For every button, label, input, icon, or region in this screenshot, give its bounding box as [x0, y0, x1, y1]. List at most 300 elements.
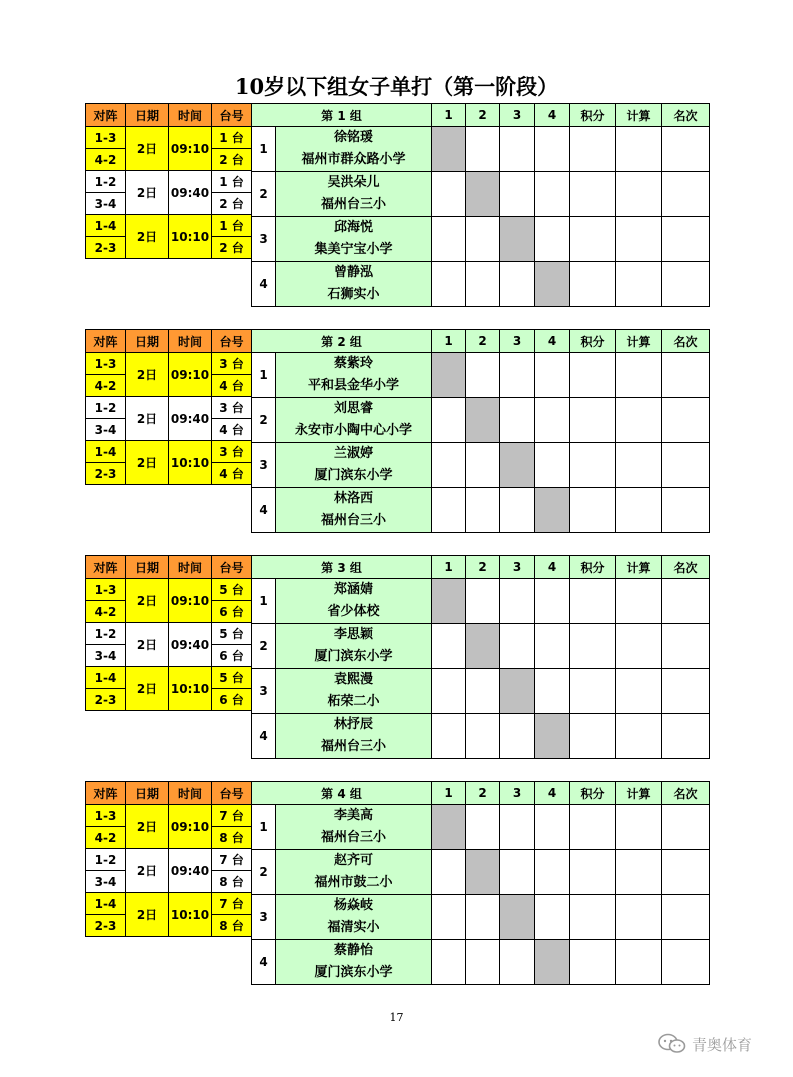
score-cell [661, 487, 710, 533]
player-cell [275, 216, 432, 262]
self-match-cell [465, 397, 500, 443]
player-school: 集美宁宝小学 [314, 242, 393, 257]
self-match-cell [431, 352, 466, 398]
player-seed: 2 [251, 397, 276, 443]
self-match-cell [431, 126, 466, 172]
header-score-col: 积分 [569, 781, 616, 805]
header-time: 时间 [168, 103, 212, 127]
header-score-col: 积分 [569, 103, 616, 127]
header-time: 时间 [168, 555, 212, 579]
score-cell [615, 894, 662, 940]
time-cell: 10:10 [168, 892, 212, 937]
score-cell [431, 713, 466, 759]
page-title: 10岁以下组女子单打（第一阶段） [234, 74, 559, 99]
score-cell [569, 713, 616, 759]
self-match-cell [534, 713, 570, 759]
header-date: 日期 [125, 329, 169, 353]
header-score-col: 计算 [615, 329, 662, 353]
score-cell [534, 668, 570, 714]
score-cell [615, 126, 662, 172]
time-cell: 09:40 [168, 396, 212, 441]
header-score-col: 名次 [661, 555, 710, 579]
header-time: 时间 [168, 329, 212, 353]
self-match-cell [431, 578, 466, 624]
player-school: 柘荣二小 [327, 694, 380, 709]
header-score-col: 2 [465, 103, 500, 127]
table-number-cell: 3 台 [211, 396, 252, 419]
header-score-col: 计算 [615, 103, 662, 127]
score-cell [615, 713, 662, 759]
player-school: 福州市鼓二小 [314, 875, 393, 890]
score-cell [661, 894, 710, 940]
player-name: 林洛西 [333, 491, 373, 506]
player-school: 福州台三小 [320, 513, 386, 528]
wechat-bubble-icon [658, 1033, 686, 1055]
self-match-cell [499, 442, 535, 488]
table-number-cell: 1 台 [211, 170, 252, 193]
score-cell [661, 442, 710, 488]
player-seed: 4 [251, 713, 276, 759]
player-name: 吴洪朵儿 [327, 175, 380, 190]
score-cell [465, 939, 500, 985]
score-cell [431, 487, 466, 533]
player-school: 省少体校 [327, 604, 380, 619]
date-cell: 2日 [125, 214, 169, 259]
player-name: 袁熙漫 [333, 672, 373, 687]
player-name: 赵齐可 [333, 853, 373, 868]
time-cell: 09:10 [168, 578, 212, 623]
header-score-col: 3 [499, 103, 535, 127]
matchup-cell: 3-4 [85, 192, 126, 215]
player-school: 福州市群众路小学 [301, 152, 406, 167]
player-school: 厦门滨东小学 [314, 965, 393, 980]
header-matchup: 对阵 [85, 103, 126, 127]
score-cell [569, 126, 616, 172]
score-cell [431, 939, 466, 985]
matchup-cell: 2-3 [85, 462, 126, 485]
header-score-col: 2 [465, 781, 500, 805]
player-cell [275, 397, 432, 443]
score-cell [661, 849, 710, 895]
score-cell [465, 804, 500, 850]
header-score-col: 1 [431, 555, 466, 579]
header-score-col: 1 [431, 781, 466, 805]
score-cell [431, 623, 466, 669]
player-name: 李思颖 [333, 627, 373, 642]
matchup-cell: 4-2 [85, 600, 126, 623]
table-number-cell: 5 台 [211, 578, 252, 601]
score-cell [499, 171, 535, 217]
table-number-cell: 4 台 [211, 418, 252, 441]
self-match-cell [534, 261, 570, 307]
header-table: 台号 [211, 103, 252, 127]
header-matchup: 对阵 [85, 329, 126, 353]
player-cell [275, 849, 432, 895]
score-cell [569, 487, 616, 533]
date-cell: 2日 [125, 126, 169, 171]
score-cell [615, 261, 662, 307]
matchup-cell: 1-2 [85, 848, 126, 871]
header-score-col: 4 [534, 555, 570, 579]
score-cell [569, 804, 616, 850]
matchup-cell: 3-4 [85, 418, 126, 441]
score-cell [661, 126, 710, 172]
score-cell [615, 352, 662, 398]
header-score-col: 1 [431, 103, 466, 127]
player-cell [275, 713, 432, 759]
time-cell: 09:10 [168, 804, 212, 849]
player-cell [275, 668, 432, 714]
player-school: 福州台三小 [320, 830, 386, 845]
self-match-cell [534, 939, 570, 985]
matchup-cell: 1-4 [85, 440, 126, 463]
watermark-text: 青奥体育 [692, 1035, 753, 1054]
self-match-cell [465, 171, 500, 217]
self-match-cell [465, 849, 500, 895]
header-score-col: 2 [465, 555, 500, 579]
score-cell [431, 894, 466, 940]
matchup-cell: 1-4 [85, 666, 126, 689]
score-cell [534, 126, 570, 172]
score-cell [499, 623, 535, 669]
score-cell [465, 578, 500, 624]
self-match-cell [499, 668, 535, 714]
table-number-cell: 8 台 [211, 826, 252, 849]
score-cell [431, 171, 466, 217]
score-cell [569, 939, 616, 985]
score-cell [615, 216, 662, 262]
date-cell: 2日 [125, 892, 169, 937]
page-number: 17 [389, 1011, 404, 1024]
score-cell [465, 261, 500, 307]
table-number-cell: 4 台 [211, 462, 252, 485]
score-cell [465, 894, 500, 940]
header-table: 台号 [211, 555, 252, 579]
score-cell [661, 397, 710, 443]
player-cell [275, 939, 432, 985]
score-cell [569, 623, 616, 669]
player-seed: 3 [251, 216, 276, 262]
header-score-col: 名次 [661, 329, 710, 353]
score-cell [615, 397, 662, 443]
score-cell [465, 442, 500, 488]
player-name: 郑涵婧 [333, 582, 373, 597]
score-cell [431, 668, 466, 714]
header-score-col: 2 [465, 329, 500, 353]
score-cell [534, 171, 570, 217]
score-cell [569, 849, 616, 895]
table-number-cell: 7 台 [211, 848, 252, 871]
player-seed: 4 [251, 487, 276, 533]
table-number-cell: 5 台 [211, 666, 252, 689]
matchup-cell: 1-2 [85, 396, 126, 419]
score-cell [615, 939, 662, 985]
score-cell [615, 171, 662, 217]
score-cell [465, 713, 500, 759]
score-cell [569, 442, 616, 488]
self-match-cell [499, 894, 535, 940]
score-cell [431, 397, 466, 443]
table-number-cell: 7 台 [211, 892, 252, 915]
group-label: 第 1 组 [251, 103, 432, 127]
score-cell [534, 352, 570, 398]
score-cell [534, 397, 570, 443]
player-name: 邱海悦 [333, 220, 373, 235]
header-score-col: 3 [499, 329, 535, 353]
group-label: 第 3 组 [251, 555, 432, 579]
score-cell [465, 487, 500, 533]
date-cell: 2日 [125, 440, 169, 485]
header-date: 日期 [125, 781, 169, 805]
score-cell [569, 216, 616, 262]
matchup-cell: 2-3 [85, 688, 126, 711]
date-cell: 2日 [125, 804, 169, 849]
header-score-col: 3 [499, 781, 535, 805]
player-name: 兰淑婷 [333, 446, 373, 461]
header-score-col: 4 [534, 781, 570, 805]
score-cell [534, 578, 570, 624]
player-cell [275, 126, 432, 172]
score-cell [499, 397, 535, 443]
score-cell [499, 126, 535, 172]
header-score-col: 计算 [615, 781, 662, 805]
score-cell [499, 713, 535, 759]
matchup-cell: 4-2 [85, 374, 126, 397]
score-cell [615, 849, 662, 895]
date-cell: 2日 [125, 578, 169, 623]
score-cell [499, 939, 535, 985]
score-cell [569, 397, 616, 443]
score-cell [465, 668, 500, 714]
player-seed: 1 [251, 578, 276, 624]
header-score-col: 4 [534, 103, 570, 127]
player-school: 福州台三小 [320, 739, 386, 754]
matchup-cell: 4-2 [85, 148, 126, 171]
player-cell [275, 623, 432, 669]
matchup-cell: 1-3 [85, 578, 126, 601]
score-cell [499, 578, 535, 624]
time-cell: 10:10 [168, 666, 212, 711]
group-label: 第 2 组 [251, 329, 432, 353]
score-cell [661, 578, 710, 624]
player-seed: 1 [251, 352, 276, 398]
header-score-col: 积分 [569, 555, 616, 579]
header-score-col: 3 [499, 555, 535, 579]
player-name: 徐铭瑗 [333, 130, 373, 145]
table-number-cell: 6 台 [211, 688, 252, 711]
score-cell [569, 171, 616, 217]
score-cell [431, 849, 466, 895]
player-cell [275, 578, 432, 624]
score-cell [569, 352, 616, 398]
date-cell: 2日 [125, 352, 169, 397]
score-cell [569, 261, 616, 307]
player-seed: 3 [251, 442, 276, 488]
score-cell [499, 849, 535, 895]
header-date: 日期 [125, 555, 169, 579]
table-number-cell: 2 台 [211, 236, 252, 259]
table-number-cell: 3 台 [211, 352, 252, 375]
score-cell [431, 216, 466, 262]
player-seed: 2 [251, 623, 276, 669]
score-cell [661, 623, 710, 669]
player-school: 福州台三小 [320, 197, 386, 212]
score-cell [499, 487, 535, 533]
time-cell: 09:10 [168, 126, 212, 171]
score-cell [499, 261, 535, 307]
date-cell: 2日 [125, 170, 169, 215]
score-cell [534, 849, 570, 895]
table-number-cell: 6 台 [211, 644, 252, 667]
header-date: 日期 [125, 103, 169, 127]
self-match-cell [465, 623, 500, 669]
player-seed: 4 [251, 939, 276, 985]
table-number-cell: 8 台 [211, 914, 252, 937]
player-seed: 1 [251, 804, 276, 850]
score-cell [569, 578, 616, 624]
player-seed: 4 [251, 261, 276, 307]
table-number-cell: 6 台 [211, 600, 252, 623]
score-cell [569, 894, 616, 940]
time-cell: 09:10 [168, 352, 212, 397]
score-cell [615, 487, 662, 533]
date-cell: 2日 [125, 622, 169, 667]
score-cell [661, 804, 710, 850]
matchup-cell: 1-3 [85, 126, 126, 149]
score-cell [615, 578, 662, 624]
player-name: 林抒辰 [333, 717, 373, 732]
player-cell [275, 352, 432, 398]
player-name: 李美高 [333, 808, 373, 823]
table-number-cell: 4 台 [211, 374, 252, 397]
table-number-cell: 5 台 [211, 622, 252, 645]
header-score-col: 计算 [615, 555, 662, 579]
matchup-cell: 4-2 [85, 826, 126, 849]
score-cell [534, 894, 570, 940]
player-cell [275, 487, 432, 533]
watermark [658, 1033, 752, 1055]
score-cell [615, 623, 662, 669]
time-cell: 09:40 [168, 848, 212, 893]
header-matchup: 对阵 [85, 555, 126, 579]
date-cell: 2日 [125, 666, 169, 711]
player-cell [275, 171, 432, 217]
score-cell [431, 261, 466, 307]
player-school: 厦门滨东小学 [314, 649, 393, 664]
table-number-cell: 8 台 [211, 870, 252, 893]
player-seed: 3 [251, 894, 276, 940]
self-match-cell [534, 487, 570, 533]
group-table [85, 103, 709, 309]
header-table: 台号 [211, 781, 252, 805]
player-name: 蔡紫玲 [333, 356, 373, 371]
player-school: 福清实小 [327, 920, 380, 935]
matchup-cell: 2-3 [85, 914, 126, 937]
player-name: 杨焱岐 [333, 898, 373, 913]
header-score-col: 名次 [661, 103, 710, 127]
score-cell [569, 668, 616, 714]
time-cell: 09:40 [168, 170, 212, 215]
score-cell [534, 804, 570, 850]
self-match-cell [499, 216, 535, 262]
group-table [85, 555, 709, 761]
table-number-cell: 3 台 [211, 440, 252, 463]
score-cell [661, 713, 710, 759]
score-cell [661, 216, 710, 262]
score-cell [534, 216, 570, 262]
score-cell [499, 804, 535, 850]
player-name: 刘思睿 [333, 401, 373, 416]
header-matchup: 对阵 [85, 781, 126, 805]
player-name: 蔡静怡 [333, 943, 373, 958]
score-cell [661, 352, 710, 398]
player-cell [275, 804, 432, 850]
player-seed: 3 [251, 668, 276, 714]
score-cell [465, 352, 500, 398]
player-cell [275, 894, 432, 940]
self-match-cell [431, 804, 466, 850]
header-table: 台号 [211, 329, 252, 353]
group-table [85, 781, 709, 987]
player-cell [275, 442, 432, 488]
score-cell [534, 623, 570, 669]
player-seed: 2 [251, 171, 276, 217]
score-cell [499, 352, 535, 398]
matchup-cell: 1-4 [85, 892, 126, 915]
score-cell [465, 216, 500, 262]
header-score-col: 4 [534, 329, 570, 353]
date-cell: 2日 [125, 848, 169, 893]
group-label: 第 4 组 [251, 781, 432, 805]
matchup-cell: 1-3 [85, 352, 126, 375]
score-cell [465, 126, 500, 172]
player-name: 曾静泓 [333, 265, 373, 280]
matchup-cell: 3-4 [85, 870, 126, 893]
matchup-cell: 1-4 [85, 214, 126, 237]
score-cell [661, 668, 710, 714]
score-cell [661, 171, 710, 217]
score-cell [661, 261, 710, 307]
matchup-cell: 2-3 [85, 236, 126, 259]
player-seed: 2 [251, 849, 276, 895]
header-time: 时间 [168, 781, 212, 805]
score-cell [615, 668, 662, 714]
matchup-cell: 1-3 [85, 804, 126, 827]
time-cell: 10:10 [168, 440, 212, 485]
date-cell: 2日 [125, 396, 169, 441]
table-number-cell: 1 台 [211, 126, 252, 149]
player-cell [275, 261, 432, 307]
matchup-cell: 1-2 [85, 622, 126, 645]
score-cell [534, 442, 570, 488]
table-number-cell: 2 台 [211, 192, 252, 215]
group-table [85, 329, 709, 535]
score-cell [431, 442, 466, 488]
time-cell: 10:10 [168, 214, 212, 259]
time-cell: 09:40 [168, 622, 212, 667]
table-number-cell: 2 台 [211, 148, 252, 171]
player-school: 厦门滨东小学 [314, 468, 393, 483]
header-score-col: 1 [431, 329, 466, 353]
score-cell [615, 442, 662, 488]
table-number-cell: 1 台 [211, 214, 252, 237]
matchup-cell: 3-4 [85, 644, 126, 667]
header-score-col: 名次 [661, 781, 710, 805]
player-school: 平和县金华小学 [307, 378, 399, 393]
table-number-cell: 7 台 [211, 804, 252, 827]
player-seed: 1 [251, 126, 276, 172]
matchup-cell: 1-2 [85, 170, 126, 193]
